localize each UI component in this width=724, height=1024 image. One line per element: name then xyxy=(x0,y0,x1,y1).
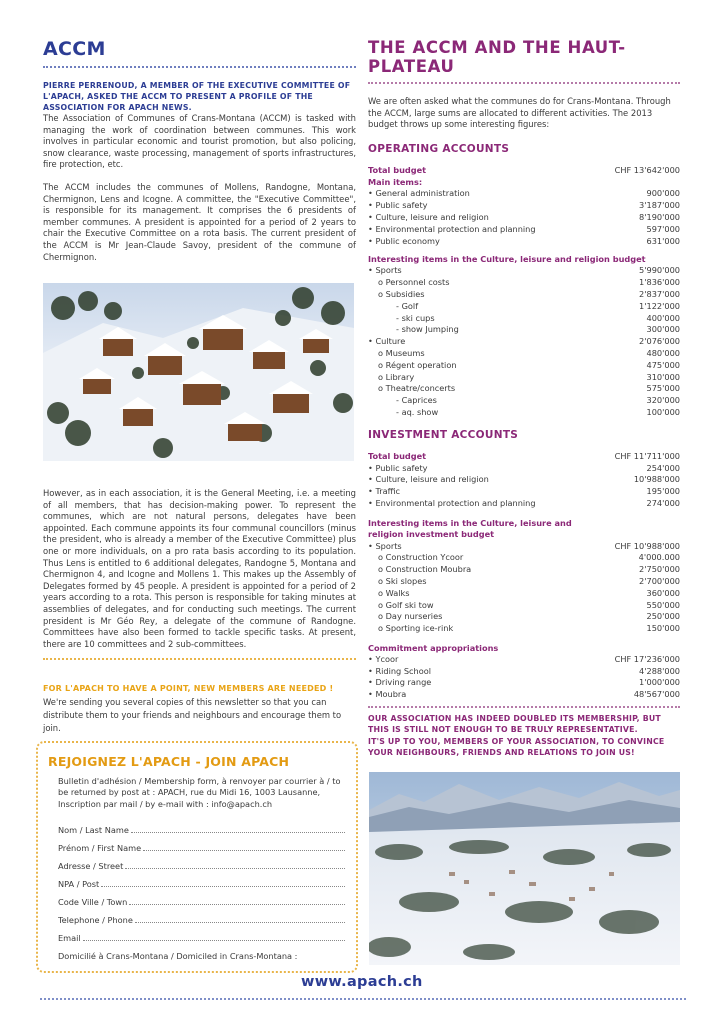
website-url[interactable]: www.apach.ch xyxy=(301,974,423,990)
left-column-continued xyxy=(43,488,356,735)
investment-culture-items xyxy=(368,541,680,635)
budget-row xyxy=(368,348,680,360)
list-marker: o xyxy=(378,383,386,394)
budget-row xyxy=(368,324,680,336)
domicile-field[interactable] xyxy=(58,951,345,961)
budget-row xyxy=(368,564,680,576)
budget-row xyxy=(368,265,680,277)
post-field[interactable] xyxy=(58,879,345,889)
budget-item-value: 475'000 xyxy=(646,359,680,370)
budget-item-label: Régent operation xyxy=(385,359,457,370)
budget-item-value: 3'187'000 xyxy=(639,200,680,211)
phone-label: Telephone / Phone xyxy=(58,915,133,925)
operating-total-row xyxy=(368,165,680,177)
list-marker: • xyxy=(368,665,376,676)
list-marker: o xyxy=(378,564,386,575)
budget-item-label: Traffic xyxy=(375,486,401,497)
budget-item-value: 597'000 xyxy=(646,223,680,234)
budget-item-label: Golf xyxy=(401,300,419,311)
title-divider-right xyxy=(368,82,680,84)
lead-paragraph: PIERRE PERRENOUD, A MEMBER OF THE EXECUTIVE COMMITTEE OF L'APACH, ASKED THE ACCM TO PRESENT A PROFILE OF THE ASSOCIATION FOR APACH NEWS. xyxy=(43,81,351,112)
budget-item-label: Public safety xyxy=(375,462,428,473)
budget-intro: We are often asked what the communes do for Crans-Montana. Through the ACCM, large sums are allocated to different activities. The 2013 budget throws up some interesting figures: xyxy=(368,96,671,130)
budget-item-label: Sports xyxy=(375,265,402,276)
budget-item-label: show Jumping xyxy=(401,324,459,335)
appeal-membership: OUR ASSOCIATION HAS INDEED DOUBLED ITS MEMBERSHIP, BUT THIS IS STILL NOT ENOUGH TO BE TRULY REPRESENTATIVE. xyxy=(368,714,661,735)
street-field[interactable] xyxy=(58,861,345,871)
list-marker: • xyxy=(368,689,376,700)
budget-item-value: 4'288'000 xyxy=(639,665,680,676)
investment-culture-table xyxy=(368,541,680,635)
budget-row xyxy=(368,654,680,666)
budget-item-value: 310'000 xyxy=(646,371,680,382)
budget-item-value: 360'000 xyxy=(646,587,680,598)
budget-row xyxy=(368,200,680,212)
budget-item-label: Subsidies xyxy=(385,288,425,299)
budget-row xyxy=(368,600,680,612)
budget-item-label: Riding School xyxy=(375,665,432,676)
form-title: REJOIGNEZ L'APACH - JOIN APACH xyxy=(48,754,290,769)
operating-culture-items xyxy=(368,265,680,418)
village-snow-photo xyxy=(43,283,354,461)
list-marker: • xyxy=(368,677,376,688)
list-marker: • xyxy=(368,211,376,222)
investment-total-row xyxy=(368,451,680,463)
budget-row xyxy=(368,541,680,553)
street-label: Adresse / Street xyxy=(58,861,124,871)
intro-paragraph: The Association of Communes of Crans-Montana (ACCM) is tasked with managing the work of coordination between communes. This work involves in particular economic and tourist promotion, but also policing, snow clearance, waste processing, management of sports infrastructures, fire protection, etc. xyxy=(43,113,356,170)
email-field[interactable] xyxy=(58,933,345,943)
budget-row xyxy=(368,188,680,200)
operating-total-label: Total budget xyxy=(368,164,427,175)
budget-row xyxy=(368,236,680,248)
budget-row xyxy=(368,407,680,419)
list-marker: • xyxy=(368,486,376,497)
budget-item-label: Construction Moubra xyxy=(385,564,472,575)
budget-item-value: 575'000 xyxy=(646,383,680,394)
budget-item-label: Sports xyxy=(375,540,402,551)
list-marker: • xyxy=(368,265,376,276)
budget-item-value: 320'000 xyxy=(646,395,680,406)
list-marker: • xyxy=(368,200,376,211)
budget-item-label: Culture, leisure and religion xyxy=(375,211,489,222)
list-marker: - xyxy=(396,406,402,417)
list-marker: • xyxy=(368,497,376,508)
budget-row xyxy=(368,677,680,689)
list-marker: o xyxy=(378,552,386,563)
list-marker: - xyxy=(396,300,402,311)
budget-item-label: Golf ski tow xyxy=(385,599,434,610)
list-marker: - xyxy=(396,395,402,406)
budget-item-label: Driving range xyxy=(375,677,432,688)
new-members-heading: FOR L'APACH TO HAVE A POINT, NEW MEMBERS ARE NEEDED ! xyxy=(43,684,334,694)
budget-row xyxy=(368,301,680,313)
budget-row xyxy=(368,498,680,510)
budget-item-label: Sporting ice-rink xyxy=(385,623,454,634)
budget-row xyxy=(368,666,680,678)
main-items-label: Main items: xyxy=(368,176,423,187)
appeal-divider xyxy=(368,706,680,708)
operating-total-value: CHF 13'642'000 xyxy=(614,164,680,175)
investment-items xyxy=(368,463,680,510)
investment-total-value: CHF 11'711'000 xyxy=(614,450,680,461)
budget-item-label: Personnel costs xyxy=(385,277,450,288)
town-field[interactable] xyxy=(58,897,345,907)
budget-item-value: CHF 17'236'000 xyxy=(614,653,680,664)
budget-item-label: Moubra xyxy=(375,689,407,700)
operating-main-items xyxy=(368,188,680,247)
list-marker: - xyxy=(396,312,402,323)
budget-row xyxy=(368,474,680,486)
budget-row xyxy=(368,313,680,325)
first-name-label: Prénom / First Name xyxy=(58,843,142,853)
budget-item-label: Culture, leisure and religion xyxy=(375,474,489,485)
last-name-field[interactable] xyxy=(58,825,345,835)
commitment-heading: Commitment appropriations xyxy=(368,642,499,653)
budget-row xyxy=(368,212,680,224)
list-marker: o xyxy=(378,359,386,370)
list-marker: o xyxy=(378,599,386,610)
list-marker: • xyxy=(368,653,376,664)
footer-divider xyxy=(40,998,686,1000)
budget-item-label: Walks xyxy=(385,587,410,598)
list-marker: • xyxy=(368,462,376,473)
budget-row xyxy=(368,372,680,384)
budget-item-value: 4'000.000 xyxy=(638,552,680,563)
budget-item-label: Culture xyxy=(375,336,406,347)
budget-item-value: 480'000 xyxy=(646,347,680,358)
first-name-field[interactable] xyxy=(58,843,345,853)
general-meeting-paragraph: However, as in each association, it is the General Meeting, i.e. a meeting of all members, that has decision-making power. To represent the communes, which are not natural persons, delegates have been appointed. Each commune appoints its four communal councillors (minus the president, who is already a member of the Executive Committee) plus one or more individuals, on a pro rata basis according to its population. Thus Lens is entitled to 6 additional delegates, Randogne 5, Montana and Chermignon 4, and Icogne and Mollens 1. This makes up the Assembly of Delegates formed by 45 people. A president is appointed for a period of 2 years according to a rota. This person is responsible for taking minutes at assemblies of delegates, and for conducting such meetings. The current president is Mr Géo Rey, a delegate of the commune of Randogne. Committees have also been formed to tackle specific tasks. At present, there are 10 committees and 2 sub-committees. xyxy=(43,488,356,649)
accm-title: ACCM xyxy=(43,38,106,60)
budget-item-value: 1'122'000 xyxy=(639,300,680,311)
commitment-items xyxy=(368,654,680,701)
budget-row xyxy=(368,395,680,407)
left-column xyxy=(43,38,356,263)
phone-field[interactable] xyxy=(58,915,345,925)
budget-item-value: 1'836'000 xyxy=(639,277,680,288)
budget-row xyxy=(368,576,680,588)
budget-row xyxy=(368,277,680,289)
budget-item-label: aq. show xyxy=(401,406,439,417)
budget-item-label: Ycoor xyxy=(375,653,399,664)
budget-item-value: 1'000'000 xyxy=(639,677,680,688)
budget-item-label: Environmental protection and planning xyxy=(375,223,536,234)
budget-item-value: 900'000 xyxy=(646,188,680,199)
list-marker: o xyxy=(378,371,386,382)
haut-plateau-aerial-photo xyxy=(369,772,680,965)
budget-item-value: 48'567'000 xyxy=(633,689,680,700)
budget-row xyxy=(368,623,680,635)
town-label: Code Ville / Town xyxy=(58,897,128,907)
section-divider xyxy=(43,658,356,660)
list-marker: • xyxy=(368,336,376,347)
budget-item-label: Museums xyxy=(385,347,425,358)
budget-item-value: 10'988'000 xyxy=(633,474,680,485)
budget-item-label: Caprices xyxy=(401,395,437,406)
appeal-convince: IT'S UP TO YOU, MEMBERS OF YOUR ASSOCIATION, TO CONVINCE YOUR NEIGHBOURS, FRIENDS AND RELATIONS TO JOIN US! xyxy=(368,736,665,758)
budget-item-value: 550'000 xyxy=(646,599,680,610)
budget-item-value: 400'000 xyxy=(646,312,680,323)
investment-table xyxy=(368,451,680,510)
budget-item-value: 2'837'000 xyxy=(639,288,680,299)
budget-row xyxy=(368,336,680,348)
list-marker: • xyxy=(368,188,376,199)
budget-item-label: Theatre/concerts xyxy=(385,383,456,394)
list-marker: o xyxy=(378,288,386,299)
list-marker: • xyxy=(368,235,376,246)
investment-heading: INVESTMENT ACCOUNTS xyxy=(368,428,519,441)
list-marker: o xyxy=(378,623,386,634)
budget-item-value: 250'000 xyxy=(646,611,680,622)
operating-table xyxy=(368,165,680,248)
last-name-label: Nom / Last Name xyxy=(58,825,129,835)
operating-culture-heading: Interesting items in the Culture, leisure and religion budget xyxy=(368,254,646,265)
budget-item-value: 2'750'000 xyxy=(639,564,680,575)
list-marker: • xyxy=(368,223,376,234)
budget-item-label: Public economy xyxy=(375,235,440,246)
title-divider xyxy=(43,66,356,68)
new-members-text: We're sending you several copies of this newsletter so that you can distribute them to your friends and neighbours and encourage them to join. xyxy=(43,697,342,734)
budget-row xyxy=(368,552,680,564)
operating-heading: OPERATING ACCOUNTS xyxy=(368,142,510,155)
list-marker: • xyxy=(368,474,376,485)
investment-culture-heading: Interesting items in the Culture, leisure and religion investment budget xyxy=(368,517,572,540)
budget-item-value: 5'990'000 xyxy=(639,265,680,276)
budget-item-label: ski cups xyxy=(401,312,435,323)
form-intro: Bulletin d'adhésion / Membership form, à renvoyer par courrier à / to be returned by post at : APACH, rue du Midi 16, 1003 Lausanne, Inscription par mail / by e-mail with : info@apach.ch xyxy=(58,776,341,809)
budget-row xyxy=(368,224,680,236)
investment-total-label: Total budget xyxy=(368,450,427,461)
list-marker: • xyxy=(368,540,376,551)
list-marker: - xyxy=(396,324,402,335)
budget-row xyxy=(368,289,680,301)
budget-item-value: CHF 10'988'000 xyxy=(614,540,680,551)
budget-item-value: 195'000 xyxy=(646,486,680,497)
list-marker: o xyxy=(378,587,386,598)
membership-form xyxy=(36,741,358,973)
budget-row xyxy=(368,611,680,623)
commitment-table xyxy=(368,654,680,701)
email-label: Email xyxy=(58,933,81,943)
budget-item-label: Public safety xyxy=(375,200,428,211)
post-label: NPA / Post xyxy=(58,879,100,889)
right-column xyxy=(368,38,680,759)
communes-paragraph: The ACCM includes the communes of Mollens, Randogne, Montana, Chermignon, Lens and Icogne. A committee, the "Executive Committee", is responsible for its management. It comprises the 6 presidents of member communes. A president is appointed for a period of 2 years to chair the Executive Committee on a rota basis. The current president of the ACCM is Mr Jean-Claude Savoy, president of the commune of Chermignon. xyxy=(43,181,356,262)
budget-row xyxy=(368,588,680,600)
budget-item-value: 8'190'000 xyxy=(639,211,680,222)
budget-item-label: Construction Ycoor xyxy=(385,552,464,563)
domicile-label: Domicilié à Crans-Montana / Domiciled in Crans-Montana : xyxy=(58,951,298,961)
list-marker: o xyxy=(378,611,386,622)
budget-row xyxy=(368,360,680,372)
budget-item-value: 274'000 xyxy=(646,497,680,508)
budget-item-label: Environmental protection and planning xyxy=(375,497,536,508)
budget-item-value: 631'000 xyxy=(646,235,680,246)
budget-item-value: 100'000 xyxy=(646,406,680,417)
list-marker: o xyxy=(378,575,386,586)
list-marker: o xyxy=(378,347,386,358)
budget-row xyxy=(368,486,680,498)
budget-item-value: 150'000 xyxy=(646,623,680,634)
budget-row xyxy=(368,689,680,701)
budget-item-value: 254'000 xyxy=(646,462,680,473)
budget-item-value: 2'076'000 xyxy=(639,336,680,347)
budget-item-value: 300'000 xyxy=(646,324,680,335)
budget-item-value: 2'700'000 xyxy=(639,575,680,586)
list-marker: o xyxy=(378,277,386,288)
budget-row xyxy=(368,463,680,475)
budget-row xyxy=(368,383,680,395)
operating-culture-table xyxy=(368,265,680,418)
budget-item-label: Ski slopes xyxy=(385,575,427,586)
budget-item-label: Day nurseries xyxy=(385,611,443,622)
budget-item-label: Library xyxy=(385,371,415,382)
budget-item-label: General administration xyxy=(375,188,470,199)
haut-plateau-title: THE ACCM AND THE HAUT-PLATEAU xyxy=(368,38,626,76)
